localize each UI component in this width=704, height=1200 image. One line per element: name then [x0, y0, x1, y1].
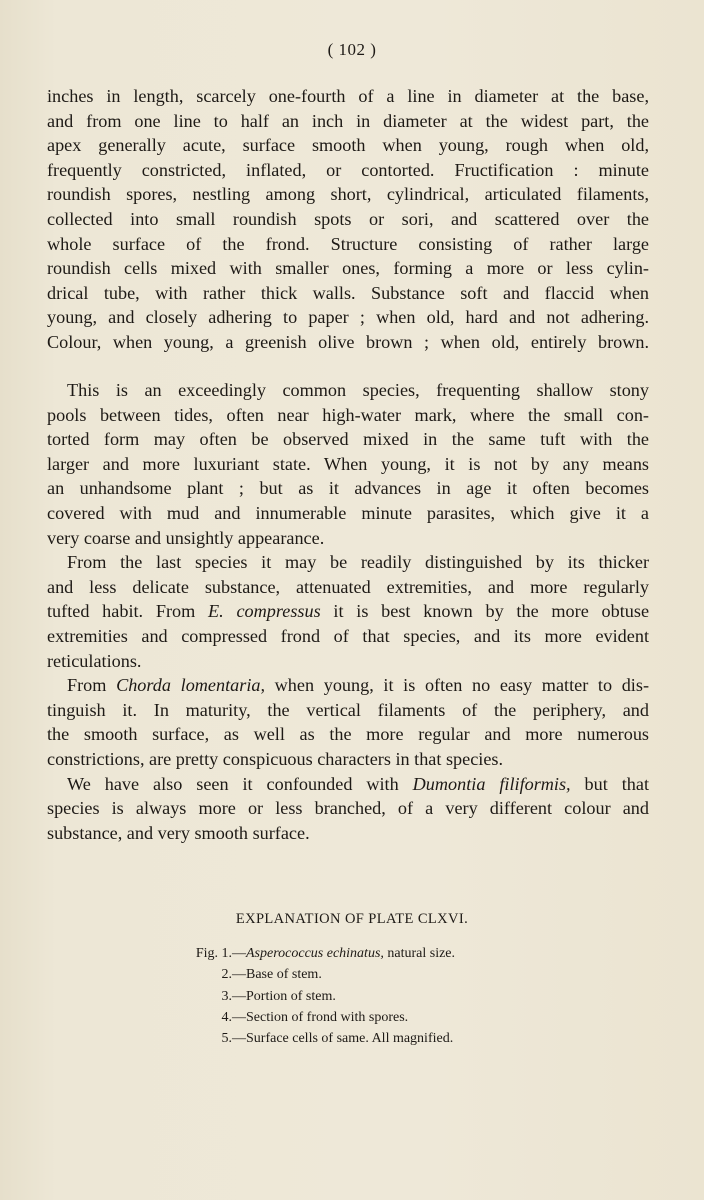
figure-item: [175, 1028, 455, 1049]
text-fragment: We have also seen it confounded with: [67, 773, 413, 794]
page-number: ( 102 ): [327, 40, 377, 59]
text-line: torted form may often be observed mixed in the same tuft with the: [47, 429, 649, 450]
text-line: drical tube, with rather thick walls. Substance soft and flaccid when: [47, 282, 649, 303]
text-line: collected into small roundish spots or sori, and scattered over the: [47, 208, 649, 229]
text-line: [47, 599, 649, 624]
dash: —: [232, 967, 246, 983]
text-line: From the last species it may be readily distinguished by its thicker: [67, 552, 649, 573]
figure-caption: natural size.: [383, 946, 456, 961]
text-line: and from one line to half an inch in diameter at the widest part, the: [47, 110, 649, 131]
observations-section: [47, 378, 649, 845]
text-line: larger and more luxuriant state. When young, it is not by any means: [47, 453, 649, 474]
text-line: the smooth surface, as well as the more regular and more numerous: [47, 724, 649, 745]
text-line: Colour, when young, a greenish olive brown ; when old, entirely brown.: [47, 331, 649, 352]
figure-caption: Portion of stem.: [246, 988, 336, 1004]
text-line: and less delicate substance, attenuated extremities, and more regularly: [47, 576, 649, 597]
text-line: roundish cells mixed with smaller ones, forming a more or less cylin-: [47, 258, 649, 279]
figure-caption: Surface cells of same. All magnified.: [246, 1031, 454, 1047]
figure-caption: Base of stem.: [246, 967, 322, 983]
figure-caption: Section of frond with spores.: [246, 1009, 409, 1025]
text-line: reticulations.: [47, 650, 142, 671]
figure-item: [175, 1007, 455, 1028]
species-name: E. compressus: [208, 601, 321, 622]
species-name: Dumontia filiformis,: [412, 773, 571, 794]
text-fragment: it is best known by the more obtuse: [320, 601, 650, 622]
figure-number: 5.: [221, 1031, 232, 1047]
figure-item: [175, 986, 455, 1007]
figure-number: 3.: [221, 988, 232, 1004]
text-line: [47, 772, 649, 797]
text-line: whole surface of the frond. Structure consisting of rather large: [47, 233, 649, 254]
dash: —: [232, 1009, 246, 1025]
figure-number: 2.: [221, 967, 232, 983]
figure-number: 4.: [221, 1009, 232, 1025]
text-line: apex generally acute, surface smooth when young, rough when old,: [47, 135, 649, 156]
text-line: frequently constricted, inflated, or contorted. Fructification : minute: [47, 159, 649, 180]
text-line: constrictions, are pretty conspicuous characters in that species.: [47, 748, 504, 769]
paragraph-dumontia: [47, 772, 649, 846]
plate-explanation-heading: EXPLANATION OF PLATE CLXVI.: [235, 911, 469, 927]
text-line: an unhandsome plant ; but as it advances in age it often becomes: [47, 478, 649, 499]
text-line: extremities and compressed frond of that species, and its more evident: [47, 625, 649, 646]
figure-list: [175, 943, 455, 1049]
dash: —: [232, 1031, 246, 1047]
text-line: inches in length, scarcely one-fourth of a line in diameter at the base,: [47, 86, 649, 106]
figure-item: [175, 943, 455, 964]
figure-species: Asperococcus echinatus,: [246, 946, 384, 961]
figure-item: [175, 964, 455, 985]
text-line: roundish spores, nestling among short, cylindrical, articulated filaments,: [47, 184, 649, 205]
text-line: substance, and very smooth surface.: [47, 822, 310, 843]
text-fragment: when young, it is often no easy matter to dis-: [265, 675, 649, 696]
text-fragment: tufted habit. From: [47, 601, 209, 622]
text-fragment: but that: [570, 773, 650, 794]
figure-number: Fig. 1.: [195, 946, 232, 961]
paragraph-distinction: [47, 550, 649, 673]
species-name: Chorda lomentaria,: [116, 675, 266, 696]
paragraph-chorda: [47, 673, 649, 771]
text-line: species is always more or less branched, of a very different colour and: [47, 798, 649, 819]
text-line: pools between tides, often near high-water mark, where the small con-: [47, 404, 649, 425]
text-line: This is an exceedingly common species, frequenting shallow stony: [67, 380, 649, 400]
description-paragraph: [47, 84, 649, 355]
text-line: covered with mud and innumerable minute parasites, which give it a: [47, 502, 649, 523]
text-line: very coarse and unsightly appearance.: [47, 527, 325, 548]
text-line: young, and closely adhering to paper ; when old, hard and not adhering.: [47, 307, 649, 328]
dash: —: [232, 988, 246, 1004]
text-fragment: From: [67, 675, 117, 696]
dash: —: [232, 946, 246, 961]
text-line: tinguish it. In maturity, the vertical filaments of the periphery, and: [47, 699, 649, 720]
text-line: [47, 673, 649, 698]
paragraph-habitat: [47, 378, 649, 550]
